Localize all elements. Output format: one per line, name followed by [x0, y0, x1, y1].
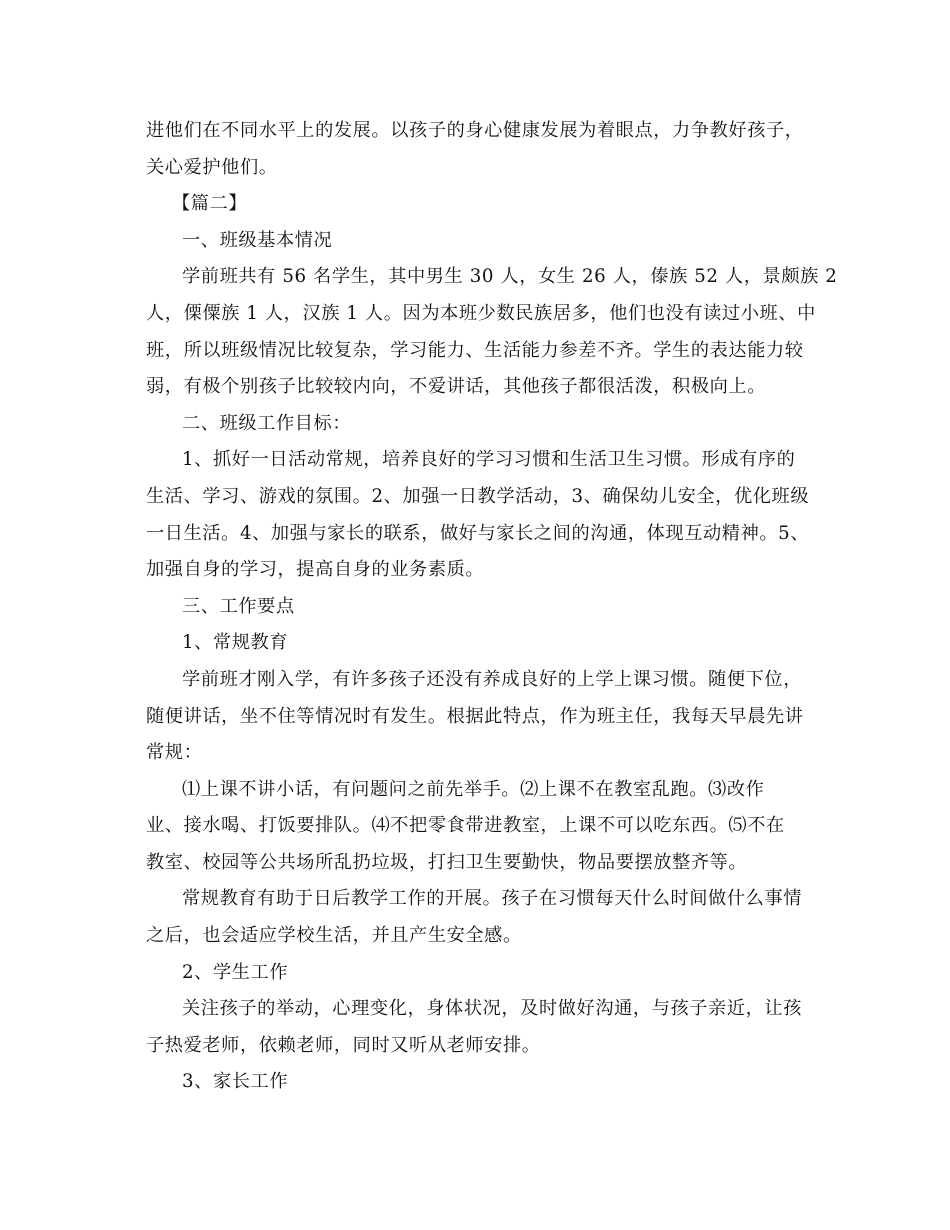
text-line: 进他们在不同水平上的发展。以孩子的身心健康发展为着眼点，力争教好孩子， — [146, 120, 804, 141]
text-line: 班，所以班级情况比较复杂，学习能力、生活能力参差不齐。学生的表达能力较 — [146, 339, 804, 361]
text-line: 一日生活。4、加强与家长的联系，做好与家长之间的沟通，体现互动精神。5、 — [146, 522, 810, 544]
text-line: 教室、校园等公共场所乱扔垃圾，打扫卫生要勤快，物品要摆放整齐等。 — [146, 851, 748, 873]
text-line: 关注孩子的举动，心理变化，身体状况，及时做好沟通，与孩子亲近，让孩 — [182, 998, 802, 1020]
text-line: 之后，也会适应学校生活，并且产生安全感。 — [146, 925, 522, 947]
text-line: 常规教育有助于日后教学工作的开展。孩子在习惯每天什么时间做什么事情 — [182, 888, 802, 910]
text-line: 2、学生工作 — [182, 961, 289, 983]
text-line: ⑴上课不讲小话，有问题问之前先举手。⑵上课不在教室乱跑。⑶改作 — [182, 778, 765, 800]
document-body — [146, 113, 838, 1101]
text-line: 一、班级基本情况 — [182, 229, 333, 251]
text-line: 人，傈僳族 1 人，汉族 1 人。因为本班少数民族居多，他们也没有读过小班、中 — [146, 302, 816, 324]
text-line: 弱，有极个别孩子比较较内向，不爱讲话，其他孩子都很活泼，积极向上。 — [146, 376, 766, 398]
text-line: 学前班共有 56 名学生，其中男生 30 人，女生 26 人，傣族 52 人，景颇族 2 — [182, 266, 838, 288]
text-line: 三、工作要点 — [182, 595, 295, 617]
text-line: 生活、学习、游戏的氛围。2、加强一日教学活动，3、确保幼儿安全，优化班级 — [146, 485, 810, 507]
text-line: 【篇二】 — [172, 193, 248, 215]
text-line: 学前班才刚入学，有许多孩子还没有养成良好的上学上课习惯。随便下位， — [182, 668, 802, 690]
text-line: 关心爱护他们。 — [146, 156, 278, 178]
text-line: 1、抓好一日活动常规，培养良好的学习习惯和生活卫生习惯。形成有序的 — [182, 449, 796, 471]
text-line: 常规： — [146, 742, 203, 764]
text-line: 二、班级工作目标： — [182, 412, 352, 434]
text-line: 1、常规教育 — [182, 632, 289, 654]
text-line: 加强自身的学习，提高自身的业务素质。 — [146, 559, 485, 581]
text-line: 随便讲话，坐不住等情况时有发生。根据此特点，作为班主任，我每天早晨先讲 — [146, 705, 804, 727]
text-line: 子热爱老师，依赖老师，同时又听从老师安排。 — [146, 1034, 541, 1056]
text-line: 3、家长工作 — [182, 1071, 289, 1093]
text-line: 业、接水喝、打饭要排队。⑷不把零食带进教室，上课不可以吃东西。⑸不在 — [146, 815, 785, 837]
